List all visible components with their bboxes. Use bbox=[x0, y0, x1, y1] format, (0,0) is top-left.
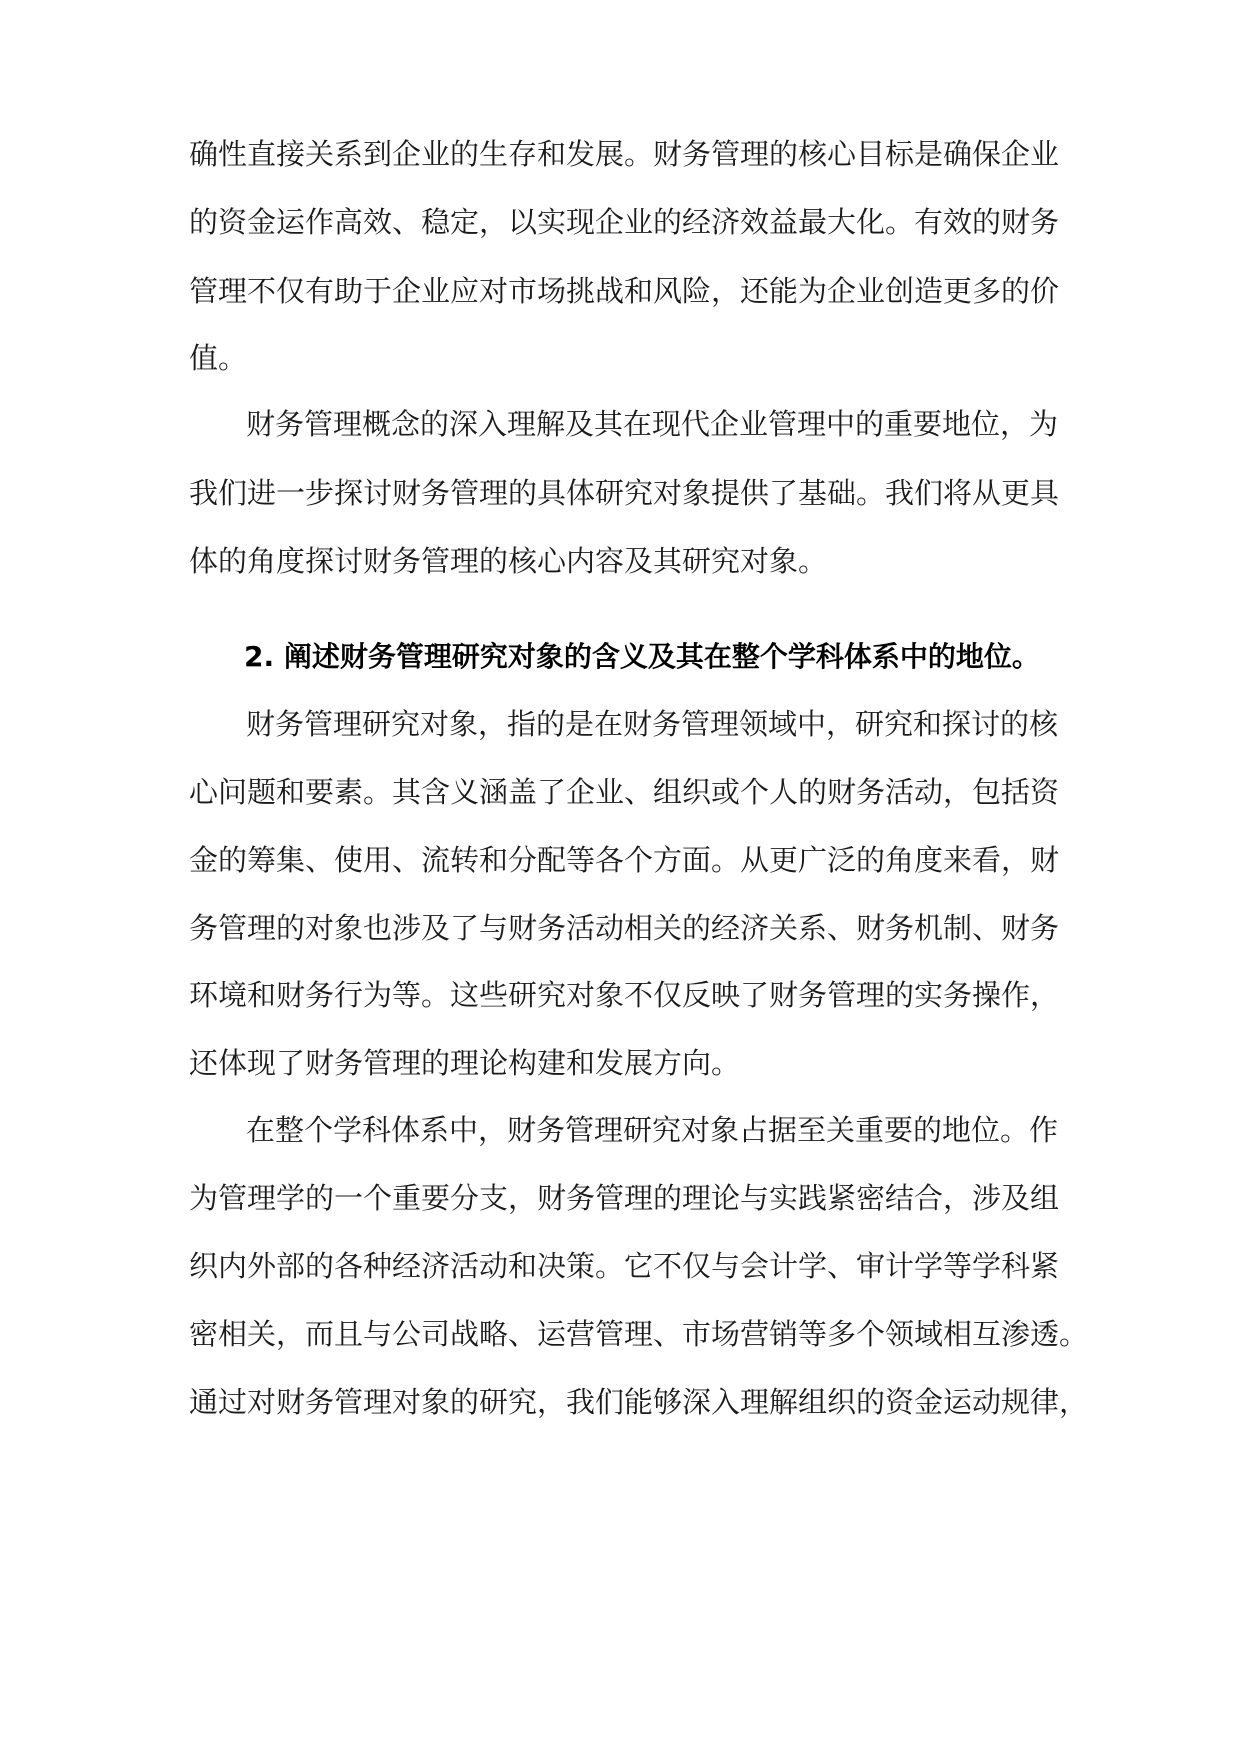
body-text-line: 财务管理研究对象，指的是在财务管理领域中，研究和探讨的核 bbox=[246, 707, 1059, 741]
body-text-line: 财务管理概念的深入理解及其在现代企业管理中的重要地位，为 bbox=[246, 407, 1059, 441]
body-text-line: 务管理的对象也涉及了与财务活动相关的经济关系、财务机制、财务 bbox=[189, 911, 1060, 945]
body-text-line: 值。 bbox=[189, 341, 248, 375]
body-text-line: 确性直接关系到企业的生存和发展。财务管理的核心目标是确保企业 bbox=[189, 137, 1060, 171]
body-text-line: 管理不仅有助于企业应对市场挑战和风险，还能为企业创造更多的价 bbox=[189, 274, 1060, 308]
body-text-line: 金的筹集、使用、流转和分配等各个方面。从更广泛的角度来看，财 bbox=[189, 843, 1060, 877]
body-text-line: 织内外部的各种经济活动和决策。它不仅与会计学、审计学等学科紧 bbox=[189, 1249, 1060, 1283]
body-text-line: 体的角度探讨财务管理的核心内容及其研究对象。 bbox=[189, 544, 828, 578]
body-text-line: 通过对财务管理对象的研究，我们能够深入理解组织的资金运动规律， bbox=[189, 1385, 1089, 1419]
body-text-line: 在整个学科体系中，财务管理研究对象占据至关重要的地位。作 bbox=[246, 1113, 1059, 1147]
body-text-line: 的资金运作高效、稳定，以实现企业的经济效益最大化。有效的财务 bbox=[189, 205, 1060, 239]
body-text-line: 密相关，而且与公司战略、运营管理、市场营销等多个领域相互渗透。 bbox=[189, 1317, 1089, 1351]
body-text-line: 我们进一步探讨财务管理的具体研究对象提供了基础。我们将从更具 bbox=[189, 476, 1060, 510]
body-text-line: 为管理学的一个重要分支，财务管理的理论与实践紧密结合，涉及组 bbox=[189, 1181, 1060, 1215]
section-heading: 2. 阐述财务管理研究对象的含义及其在整个学科体系中的地位。 bbox=[244, 640, 1040, 673]
body-text-line: 心问题和要素。其含义涵盖了企业、组织或个人的财务活动，包括资 bbox=[189, 775, 1060, 809]
body-text-line: 还体现了财务管理的理论构建和发展方向。 bbox=[189, 1046, 741, 1080]
body-text-line: 环境和财务行为等。这些研究对象不仅反映了财务管理的实务操作， bbox=[189, 978, 1060, 1012]
